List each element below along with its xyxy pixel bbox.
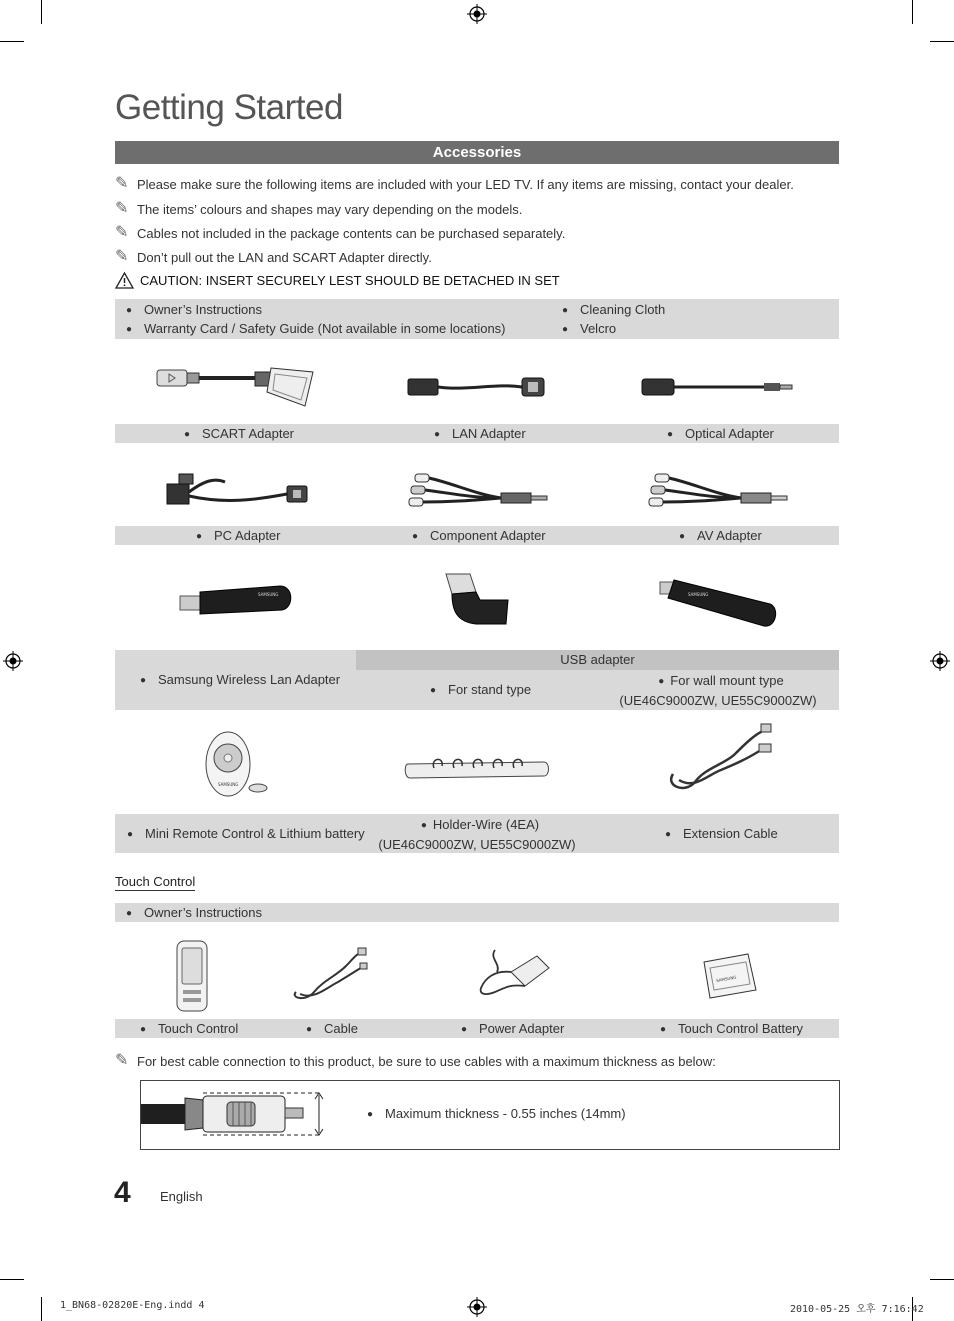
- footer-date: 2010-05-25 오후 7:16:42: [790, 1304, 924, 1315]
- note-pencil-icon: ✎: [115, 1052, 129, 1069]
- crop-mark: [41, 0, 42, 24]
- touch-cable-image: [290, 946, 368, 1000]
- svg-text:SAMSUNG: SAMSUNG: [218, 782, 239, 787]
- holder-wire-image: [404, 750, 550, 784]
- usb-adapter-wall-image: [658, 576, 782, 632]
- registration-mark-icon: [930, 651, 950, 671]
- warning-icon: [115, 272, 134, 289]
- note-pencil-icon: ✎: [115, 224, 129, 241]
- list-item: ● Extension Cable: [665, 826, 778, 841]
- note-item: ✎ Please make sure the following items are included with your LED TV. If any items are missing, contact your dealer.: [115, 175, 794, 192]
- list-item: ● Owner’s Instructions: [126, 302, 263, 317]
- list-item: ● Warranty Card / Safety Guide (Not available in some locations): [126, 321, 506, 336]
- mini-remote-control-image: [200, 726, 272, 798]
- crop-mark: [0, 41, 24, 42]
- list-item: ● Samsung Wireless Lan Adapter: [140, 672, 341, 687]
- note-pencil-icon: ✎: [115, 175, 129, 192]
- lan-adapter-image: [406, 375, 548, 400]
- av-adapter-image: [645, 470, 790, 512]
- list-item: ● Maximum thickness - 0.55 inches (14mm): [367, 1106, 626, 1121]
- crop-mark: [41, 1297, 42, 1321]
- list-item: ● Touch Control: [140, 1021, 239, 1036]
- list-item: ● PC Adapter: [196, 528, 281, 543]
- registration-mark-icon: [467, 1297, 487, 1317]
- note-item: ✎ The items’ colours and shapes may vary depending on the models.: [115, 200, 523, 217]
- svg-text:SAMSUNG: SAMSUNG: [258, 592, 279, 597]
- usb-adapter-header: USB adapter: [356, 650, 839, 670]
- touch-control-battery-image: [698, 952, 760, 1002]
- pc-adapter-image: [165, 470, 310, 510]
- cable-plug-diagram-image: [141, 1090, 331, 1138]
- page-title: Getting Started: [115, 88, 343, 127]
- crop-mark: [930, 1279, 954, 1280]
- svg-text:SAMSUNG: SAMSUNG: [715, 974, 737, 984]
- list-item: ● Touch Control Battery: [660, 1021, 804, 1036]
- optical-adapter-image: [640, 376, 795, 400]
- scart-adapter-image: [155, 362, 315, 412]
- list-item: ● Cleaning Cloth: [562, 302, 666, 317]
- note-item: ✎ For best cable connection to this product, be sure to use cables with a maximum thickness as below:: [115, 1052, 716, 1069]
- page-number: 4: [114, 1176, 131, 1209]
- list-item: ● Power Adapter: [461, 1021, 565, 1036]
- wireless-lan-adapter-image: [178, 582, 296, 618]
- note-pencil-icon: ✎: [115, 200, 129, 217]
- list-item: ● Component Adapter: [412, 528, 546, 543]
- registration-mark-icon: [467, 4, 487, 24]
- section-title: Accessories: [115, 141, 839, 164]
- component-adapter-image: [405, 470, 550, 512]
- crop-mark: [930, 41, 954, 42]
- list-item: ● Optical Adapter: [667, 426, 774, 441]
- list-item: ● LAN Adapter: [434, 426, 526, 441]
- list-item: ● Holder-Wire (4EA) (UE46C9000ZW, UE55C9000ZW): [378, 817, 576, 853]
- note-item: ✎ Don’t pull out the LAN and SCART Adapter directly.: [115, 248, 432, 265]
- extension-cable-image: [665, 724, 775, 794]
- list-item: ● For wall mount type (UE46C9000ZW, UE55C9000ZW): [619, 673, 817, 709]
- caution-line: CAUTION: INSERT SECURELY LEST SHOULD BE DETACHED IN SET: [115, 272, 560, 289]
- list-item: ● SCART Adapter: [184, 426, 295, 441]
- list-item: ● Owner’s Instructions: [126, 905, 263, 920]
- power-adapter-image: [475, 948, 551, 998]
- touch-control-heading: Touch Control: [115, 874, 196, 889]
- svg-text:SAMSUNG: SAMSUNG: [688, 592, 709, 597]
- list-item: ● Mini Remote Control & Lithium battery: [127, 826, 365, 841]
- list-item: ● Velcro: [562, 321, 617, 336]
- list-item: ● For stand type: [430, 682, 532, 697]
- note-item: ✎ Cables not included in the package contents can be purchased separately.: [115, 224, 566, 241]
- language-label: English: [160, 1189, 203, 1204]
- list-item: ● AV Adapter: [679, 528, 762, 543]
- crop-mark: [912, 0, 913, 24]
- crop-mark: [0, 1279, 24, 1280]
- list-item: ● Cable: [306, 1021, 358, 1036]
- touch-control-image: [174, 938, 210, 1014]
- usb-adapter-stand-image: [440, 572, 512, 628]
- registration-mark-icon: [3, 651, 23, 671]
- note-pencil-icon: ✎: [115, 248, 129, 265]
- footer-file: 1_BN68-02820E-Eng.indd 4: [60, 1300, 205, 1311]
